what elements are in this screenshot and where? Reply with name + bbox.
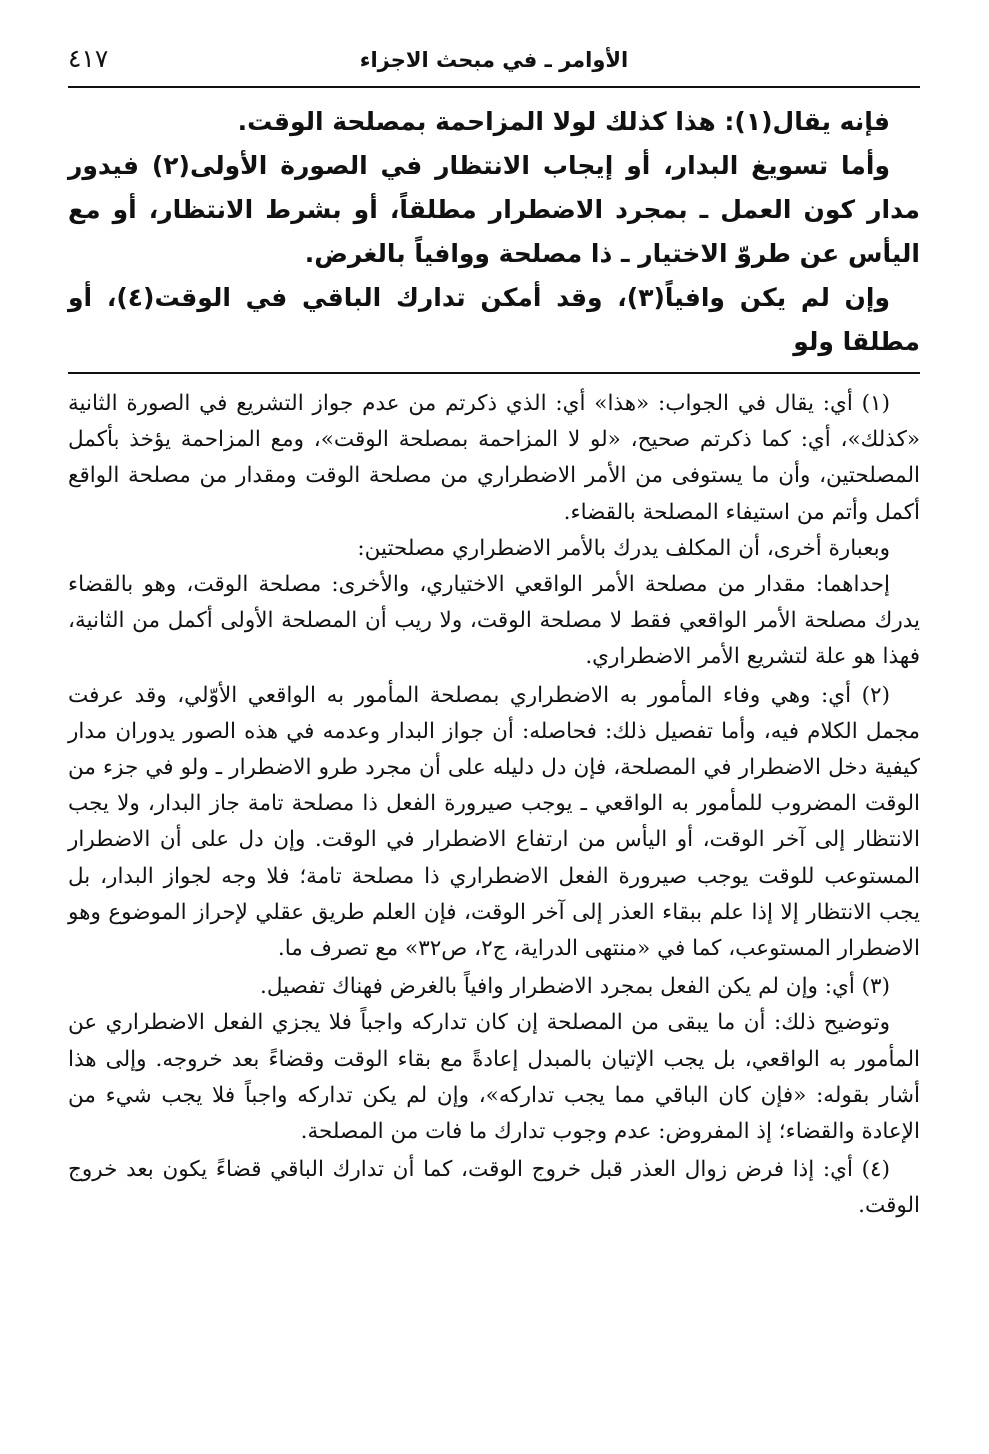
page-header [68, 40, 920, 88]
footnote-3: (٣) أي: وإن لم يكن الفعل بمجرد الاضطرار وافياً بالغرض فهناك تفصيل. [260, 974, 890, 1000]
main-paragraph: وأما تسويغ البدار، أو إيجاب الانتظار في الصورة الأولى(٢) فيدور مدار كون العمل ـ بمجرد الاضطرار مطلقاً، أو بشرط الانتظار، أو مع اليأس عن طروّ الاختيار ـ ذا مصلحة ووافياً بالغرض. [68, 151, 920, 268]
footnote-1: (١) أي: يقال في الجواب: «هذا» أي: الذي ذكرتم من عدم جواز التشريع في الصورة الثانية «كذلك»، أي: كما ذكرتم صحيح، «لو لا المزاحمة بمصلحة الوقت»، ومع المزاحمة يؤخذ بأكمل المصلحتين، وأن ما يستوفى من الأمر الاضطراري من مصلحة الوقت ومقدار من مصلحة الواقع أكمل وأتم من استيفاء المصلحة بالقضاء. [68, 391, 920, 525]
main-text [68, 88, 920, 364]
footnote-paragraph: وبعبارة أخرى، أن المكلف يدرك بالأمر الاضطراري مصلحتين: [357, 535, 890, 561]
main-paragraph: فإنه يقال(١): هذا كذلك لولا المزاحمة بمصلحة الوقت. [237, 107, 890, 136]
footnote-separator [68, 372, 920, 374]
page-number: ٤١٧ [68, 44, 109, 73]
footnote-2: (٢) أي: وهي وفاء المأمور به الاضطراري بمصلحة المأمور به الواقعي الأوّلي، وقد عرفت مجمل الكلام فيه، وأما تفصيل ذلك: فحاصله: أن جواز البدار وعدمه في هذه الصور يدوران مدار كيفية دخل الاضطرار في المصلحة، فإن دل دليله على أن مجرد طرو الاضطرار ـ ولو في جزء من الوقت المضروب للمأمور به الواقعي ـ يوجب صيرورة الفعل ذا مصلحة تامة جاز البدار، ولا يجب الانتظار إلى آخر الوقت، أو اليأس من ارتفاع الاضطرار في الوقت. وإن دل على أن الاضطرار المستوعب للوقت يوجب صيرورة الفعل الاضطراري ذا مصلحة تامة؛ فلا وجه لجواز البدار، بل يجب الانتظار إلا إذا علم ببقاء العذر إلى آخر الوقت، فإن العلم طريق عقلي لإحراز الموضوع وهو الاضطرار المستوعب، كما في «منتهى الدراية، ج٢، ص٣٢» مع تصرف ما. [68, 682, 920, 962]
footnote-4: (٤) أي: إذا فرض زوال العذر قبل خروج الوقت، كما أن تدارك الباقي قضاءً يكون بعد خروج الوقت. [68, 1157, 920, 1219]
footnotes [68, 386, 920, 1225]
running-title: الأوامر ـ في مبحث الاجزاء [359, 48, 629, 72]
main-paragraph: وإن لم يكن وافياً(٣)، وقد أمكن تدارك الباقي في الوقت(٤)، أو مطلقا ولو [68, 283, 920, 356]
book-page [68, 40, 920, 1440]
footnote-paragraph: وتوضيح ذلك: أن ما يبقى من المصلحة إن كان تداركه واجباً فلا يجزي الفعل الاضطراري عن المأمور به الواقعي، بل يجب الإتيان بالمبدل إعادةً مع بقاء الوقت وقضاءً بعد خروجه. وإلى هذا أشار بقوله: «فإن كان الباقي مما يجب تداركه»، وإن لم يكن تداركه واجباً فلا يجب شيء من الإعادة والقضاء؛ إذ المفروض: عدم وجوب تدارك ما فات من المصلحة. [68, 1010, 920, 1145]
footnote-paragraph: إحداهما: مقدار من مصلحة الأمر الواقعي الاختياري، والأخرى: مصلحة الوقت، وهو بالقضاء يدرك مصلحة الأمر الواقعي فقط لا مصلحة الوقت، ولا ريب أن المصلحة الأولى أكمل من الثانية، فهذا هو علة لتشريع الأمر الاضطراري. [68, 572, 920, 670]
